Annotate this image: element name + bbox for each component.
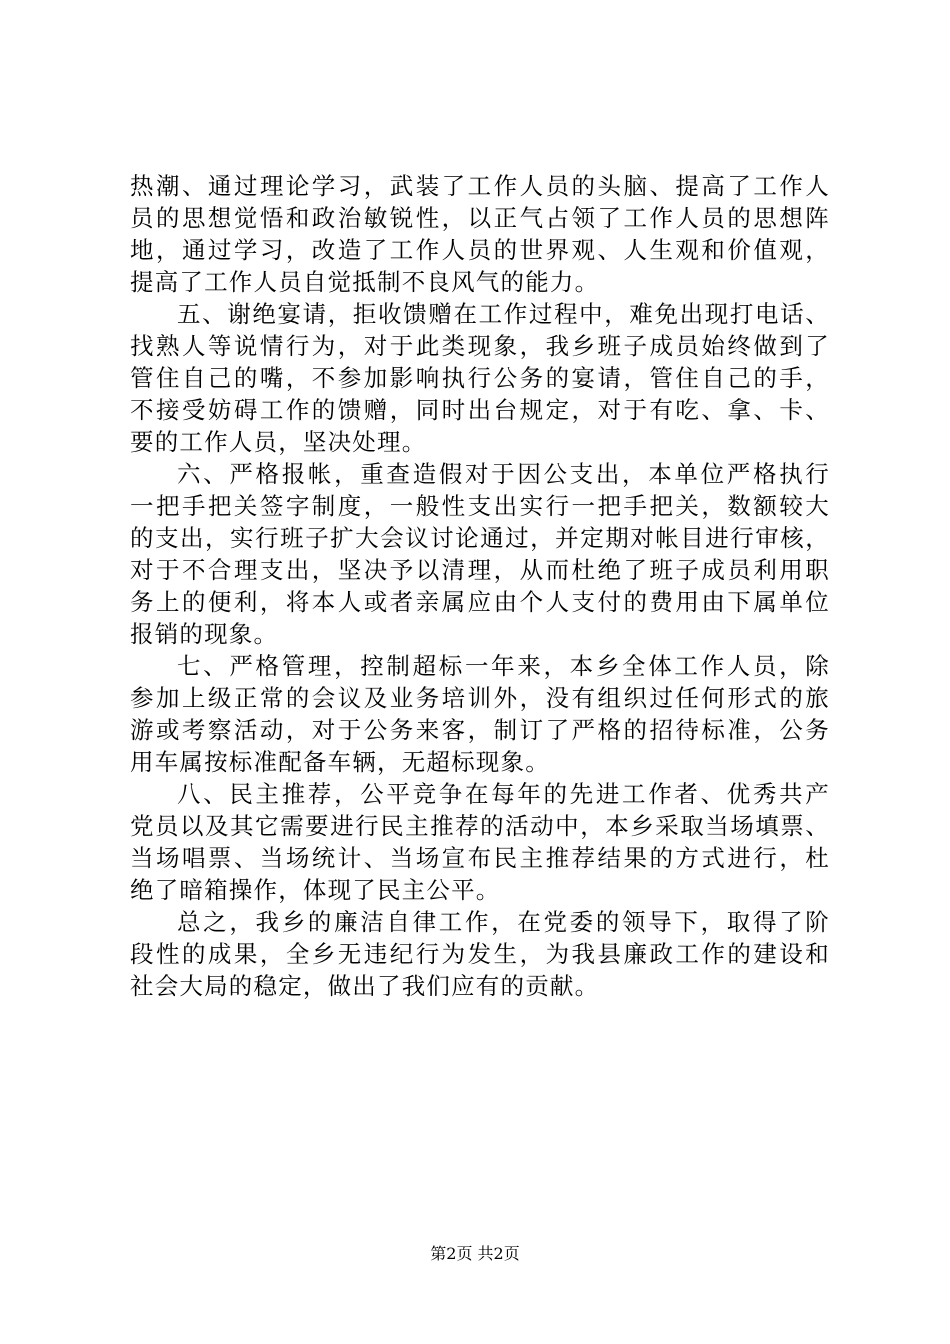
text-line: 用车属按标准配备车辆，无超标现象。 <box>130 748 550 776</box>
text-line: 务上的便利，将本人或者亲属应由个人支付的费用由下属单位 <box>130 588 830 616</box>
text-line: 管住自己的嘴，不参加影响执行公务的宴请，管住自己的手， <box>130 364 830 392</box>
paragraph-five-start: 五、谢绝宴请，拒收馈赠在工作过程中，难免出现打电话、 <box>177 300 830 328</box>
text-line: 段性的成果，全乡无违纪行为发生，为我县廉政工作的建设和 <box>130 940 830 968</box>
text-line: 当场唱票、当场统计、当场宣布民主推荐结果的方式进行，杜 <box>130 844 830 872</box>
paragraph-seven-start: 七、严格管理，控制超标一年来，本乡全体工作人员，除 <box>177 652 830 680</box>
paragraph-summary-start: 总之，我乡的廉洁自律工作，在党委的领导下，取得了阶 <box>177 908 830 936</box>
text-line: 参加上级正常的会议及业务培训外，没有组织过任何形式的旅 <box>130 684 830 712</box>
page-footer: 第2页 共2页 <box>430 1244 520 1263</box>
text-line: 报销的现象。 <box>130 620 279 648</box>
body-text <box>130 170 830 1002</box>
text-line: 游或考察活动，对于公务来客，制订了严格的招待标准，公务 <box>130 716 830 744</box>
text-line: 不接受妨碍工作的馈赠，同时出台规定，对于有吃、拿、卡、 <box>130 396 830 424</box>
text-line: 社会大局的稳定，做出了我们应有的贡献。 <box>130 972 600 1000</box>
paragraph-eight-start: 八、民主推荐，公平竞争在每年的先进工作者、优秀共产 <box>177 780 830 808</box>
text-line: 员的思想觉悟和政治敏锐性，以正气占领了工作人员的思想阵 <box>130 204 830 232</box>
text-line: 提高了工作人员自觉抵制不良风气的能力。 <box>130 268 600 296</box>
text-line: 的支出，实行班子扩大会议讨论通过，并定期对帐目进行审核， <box>130 524 830 552</box>
text-line: 找熟人等说情行为，对于此类现象，我乡班子成员始终做到了 <box>130 332 830 360</box>
text-line: 对于不合理支出，坚决予以清理，从而杜绝了班子成员利用职 <box>130 556 830 584</box>
text-line: 党员以及其它需要进行民主推荐的活动中，本乡采取当场填票、 <box>130 812 830 840</box>
paragraph-six-start: 六、严格报帐，重查造假对于因公支出，本单位严格执行 <box>177 460 830 488</box>
text-line: 地，通过学习，改造了工作人员的世界观、人生观和价值观， <box>130 236 830 264</box>
text-line: 要的工作人员，坚决处理。 <box>130 428 427 456</box>
text-line: 热潮、通过理论学习，武装了工作人员的头脑、提高了工作人 <box>130 172 830 200</box>
text-line: 一把手把关签字制度，一般性支出实行一把手把关，数额较大 <box>130 492 830 520</box>
text-line: 绝了暗箱操作，体现了民主公平。 <box>130 876 501 904</box>
